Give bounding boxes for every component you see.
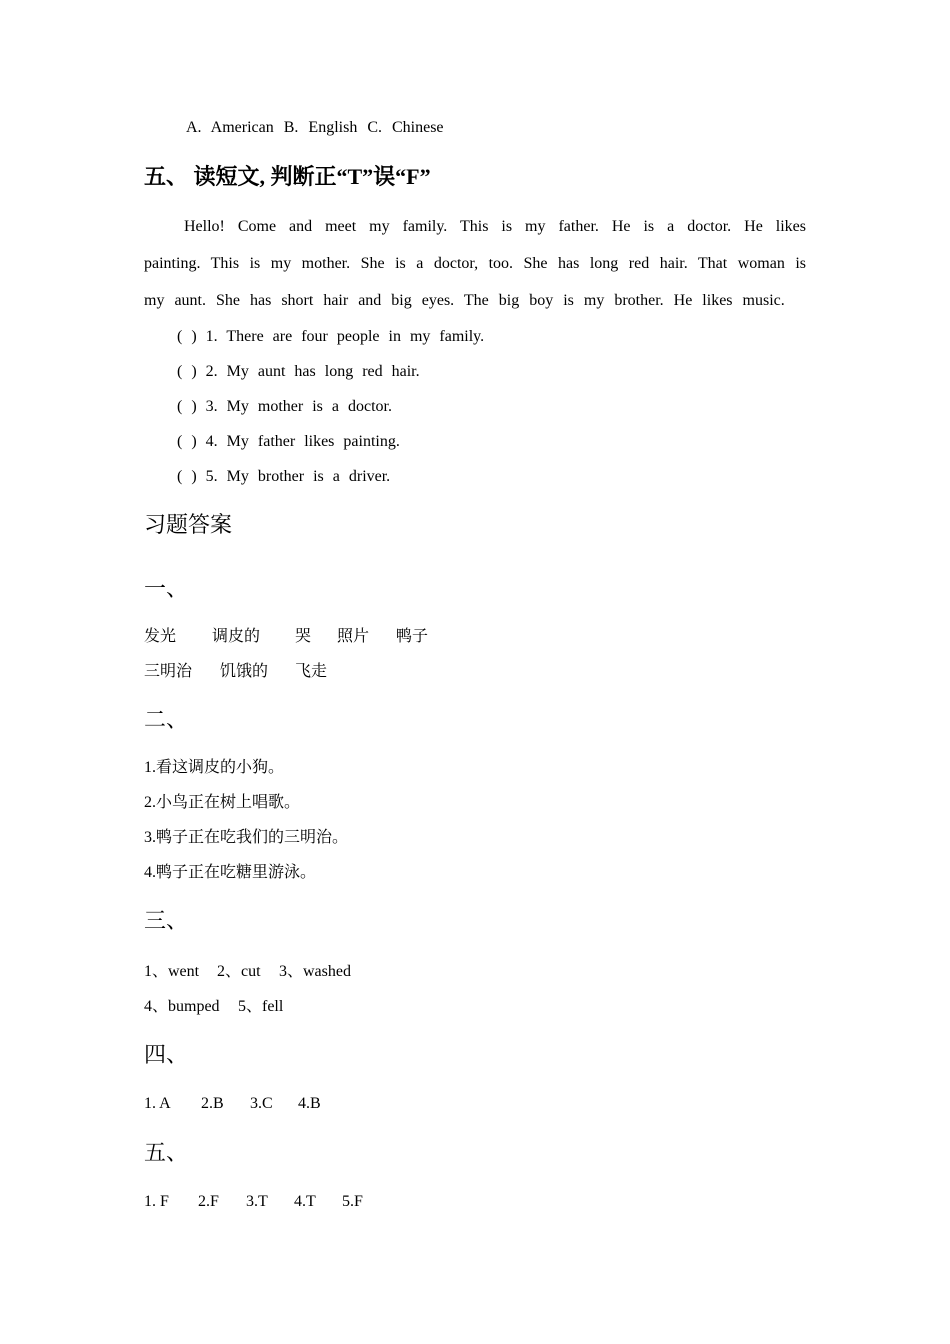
tf-answer: 1. F (144, 1193, 169, 1210)
answer-part-3-label: 三、 (144, 908, 189, 933)
verb-answer: 1、went (144, 963, 200, 980)
tf-answer: 5.F (342, 1193, 363, 1210)
translation-line-1: 1.看这调皮的小狗。 (144, 759, 285, 776)
answer-word: 哭 (295, 628, 312, 645)
tf-answer: 4.T (294, 1193, 316, 1210)
choice-answer: 1. A (144, 1095, 171, 1112)
tf-item-3: ( ) 3. My mother is a doctor. (177, 398, 392, 415)
tf-item-5: ( ) 5. My brother is a driver. (177, 468, 391, 485)
translation-line-2: 2.小鸟正在树上唱歌。 (144, 794, 301, 811)
answer-word: 三明治 (144, 663, 193, 680)
tf-item-1: ( ) 1. There are four people in my family. (177, 328, 485, 345)
answer-word: 饥饿的 (220, 663, 269, 680)
answer-part-2-label: 二、 (144, 707, 189, 732)
translation-line-4: 4.鸭子正在吃糖里游泳。 (144, 864, 317, 881)
translation-line-3: 3.鸭子正在吃我们的三明治。 (144, 829, 349, 846)
answer-part-5-label: 五、 (144, 1140, 189, 1165)
answer-word: 照片 (337, 628, 370, 645)
tf-answer: 3.T (246, 1193, 268, 1210)
answer-word: 调皮的 (212, 628, 261, 645)
options-line: A. American B. English C. Chinese (186, 119, 444, 136)
choice-answer: 4.B (298, 1095, 321, 1112)
choice-answer: 2.B (201, 1095, 224, 1112)
verb-answer: 2、cut (217, 963, 261, 980)
answer-part-4-label: 四、 (144, 1042, 189, 1067)
answers-title: 习题答案 (144, 512, 233, 537)
reading-passage: Hello! Come and meet my family. This is my father. He is a doctor. He likes painting. This is my mother. She is a doctor, too. She has long red hair. That woman is my aunt. She has short hair and big eyes. The big boy is my brother. He likes music. (144, 218, 806, 309)
verb-answer: 3、washed (279, 963, 351, 980)
verb-answer: 5、fell (238, 998, 284, 1015)
tf-item-2: ( ) 2. My aunt has long red hair. (177, 363, 420, 380)
answer-word: 鸭子 (396, 628, 429, 645)
choice-answer: 3.C (250, 1095, 273, 1112)
answer-word: 飞走 (295, 663, 328, 680)
section-5-heading: 五、 读短文, 判断正“T”误“F” (144, 164, 431, 189)
verb-answer: 4、bumped (144, 998, 220, 1015)
answer-word: 发光 (144, 628, 177, 645)
tf-answer: 2.F (198, 1193, 219, 1210)
answer-part-1-label: 一、 (144, 576, 189, 601)
tf-item-4: ( ) 4. My father likes painting. (177, 433, 400, 450)
